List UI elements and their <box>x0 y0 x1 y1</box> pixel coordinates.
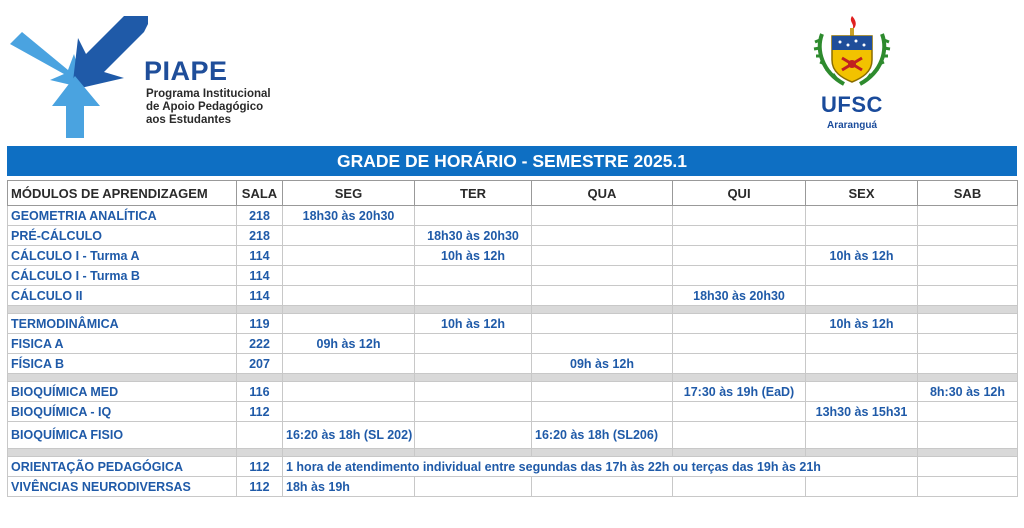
module-name: CÁLCULO I - Turma B <box>8 266 237 286</box>
slot-qui <box>673 334 806 354</box>
separator-cell <box>806 449 918 457</box>
slot-qui <box>673 246 806 266</box>
table-row <box>8 457 1018 477</box>
module-name: BIOQUÍMICA MED <box>8 382 237 402</box>
slot-ter <box>415 402 532 422</box>
slot-qui <box>673 314 806 334</box>
separator-cell <box>532 374 673 382</box>
slot-qui <box>673 422 806 449</box>
slot-sab <box>918 314 1018 334</box>
slot-sex <box>806 334 918 354</box>
col-header-qui: QUI <box>673 181 806 206</box>
room-number: 112 <box>237 402 283 422</box>
separator-cell <box>918 449 1018 457</box>
slot-seg <box>283 246 415 266</box>
module-name: FÍSICA B <box>8 354 237 374</box>
slot-qui <box>673 402 806 422</box>
module-name: VIVÊNCIAS NEURODIVERSAS <box>8 477 237 497</box>
slot-qua <box>532 314 673 334</box>
col-header-seg: SEG <box>283 181 415 206</box>
slot-sab <box>918 422 1018 449</box>
separator-cell <box>673 449 806 457</box>
slot-ter <box>415 286 532 306</box>
room-number: 207 <box>237 354 283 374</box>
table-row <box>8 246 1018 266</box>
slot-sab <box>918 226 1018 246</box>
slot-ter: 18h30 às 20h30 <box>415 226 532 246</box>
slot-ter <box>415 354 532 374</box>
slot-sex <box>806 477 918 497</box>
module-name: FISICA A <box>8 334 237 354</box>
separator-cell <box>283 374 415 382</box>
slot-seg <box>283 314 415 334</box>
room-number: 114 <box>237 246 283 266</box>
ufsc-logo <box>812 14 892 136</box>
separator-cell <box>237 306 283 314</box>
ufsc-name: UFSC <box>821 92 883 117</box>
separator-cell <box>806 306 918 314</box>
slot-qua <box>532 402 673 422</box>
room-number: 114 <box>237 286 283 306</box>
col-header-sex: SEX <box>806 181 918 206</box>
room-number: 112 <box>237 477 283 497</box>
separator-cell <box>918 306 1018 314</box>
col-header-ter: TER <box>415 181 532 206</box>
slot-qua <box>532 477 673 497</box>
col-header-qua: QUA <box>532 181 673 206</box>
slot-seg: 09h às 12h <box>283 334 415 354</box>
slot-qua <box>532 334 673 354</box>
slot-seg <box>283 382 415 402</box>
separator-cell <box>673 374 806 382</box>
schedule-table <box>7 180 1018 497</box>
slot-sab <box>918 206 1018 226</box>
separator-cell <box>532 449 673 457</box>
slot-ter <box>415 422 532 449</box>
piape-subtitle-line: de Apoio Pedagógico <box>146 101 264 113</box>
module-name: CÁLCULO I - Turma A <box>8 246 237 266</box>
piape-arrows-icon <box>8 14 148 140</box>
slot-sab <box>918 334 1018 354</box>
module-name: PRÉ-CÁLCULO <box>8 226 237 246</box>
table-row <box>8 206 1018 226</box>
header <box>0 0 1024 145</box>
slot-ter <box>415 382 532 402</box>
slot-qua <box>532 266 673 286</box>
separator-cell <box>237 449 283 457</box>
separator-cell <box>415 449 532 457</box>
slot-sab <box>918 457 1018 477</box>
slot-ter: 10h às 12h <box>415 246 532 266</box>
slot-ter <box>415 266 532 286</box>
slot-ter <box>415 206 532 226</box>
module-name: BIOQUÍMICA - IQ <box>8 402 237 422</box>
module-name: BIOQUÍMICA FISIO <box>8 422 237 449</box>
slot-sex <box>806 422 918 449</box>
slot-sab <box>918 354 1018 374</box>
col-header-sab: SAB <box>918 181 1018 206</box>
module-name: GEOMETRIA ANALÍTICA <box>8 206 237 226</box>
slot-qua <box>532 286 673 306</box>
separator-cell <box>8 449 237 457</box>
module-name: ORIENTAÇÃO PEDAGÓGICA <box>8 457 237 477</box>
table-row <box>8 286 1018 306</box>
slot-seg <box>283 402 415 422</box>
slot-sab <box>918 477 1018 497</box>
table-row <box>8 354 1018 374</box>
slot-qui <box>673 206 806 226</box>
ufsc-crest-icon <box>812 14 892 92</box>
slot-sex <box>806 286 918 306</box>
slot-ter: 10h às 12h <box>415 314 532 334</box>
separator-cell <box>918 374 1018 382</box>
slot-qua <box>532 382 673 402</box>
room-number: 119 <box>237 314 283 334</box>
page-title: GRADE DE HORÁRIO - SEMESTRE 2025.1 <box>7 146 1017 176</box>
slot-sex: 13h30 às 15h31 <box>806 402 918 422</box>
separator-cell <box>532 306 673 314</box>
header-row <box>8 181 1018 206</box>
room-number <box>237 422 283 449</box>
separator-cell <box>237 374 283 382</box>
piape-title: PIAPE <box>144 56 228 86</box>
slot-ter <box>415 477 532 497</box>
slot-sex <box>806 226 918 246</box>
slot-qua <box>532 226 673 246</box>
slot-qua: 16:20 às 18h (SL206) <box>532 422 673 449</box>
separator-cell <box>8 306 237 314</box>
table-row <box>8 402 1018 422</box>
slot-sex <box>806 266 918 286</box>
slot-seg: 16:20 às 18h (SL 202) <box>283 422 415 449</box>
separator-cell <box>673 306 806 314</box>
room-number: 112 <box>237 457 283 477</box>
slot-seg <box>283 286 415 306</box>
slot-sex: 10h às 12h <box>806 314 918 334</box>
slot-qua: 09h às 12h <box>532 354 673 374</box>
room-number: 114 <box>237 266 283 286</box>
room-number: 116 <box>237 382 283 402</box>
table-row <box>8 422 1018 449</box>
separator-cell <box>415 374 532 382</box>
col-header-sala: SALA <box>237 181 283 206</box>
slot-sex <box>806 382 918 402</box>
separator-row <box>8 449 1018 457</box>
piape-subtitle-line: Programa Institucional <box>146 88 271 100</box>
slot-sab: 8h:30 às 12h <box>918 382 1018 402</box>
table-row <box>8 266 1018 286</box>
room-number: 218 <box>237 226 283 246</box>
slot-qui <box>673 226 806 246</box>
slot-qui <box>673 477 806 497</box>
slot-sab <box>918 266 1018 286</box>
slot-sex <box>806 354 918 374</box>
separator-cell <box>8 374 237 382</box>
separator-cell <box>415 306 532 314</box>
separator-cell <box>806 374 918 382</box>
slot-seg: 18h às 19h <box>283 477 415 497</box>
separator-row <box>8 306 1018 314</box>
slot-qua <box>532 206 673 226</box>
module-name: CÁLCULO II <box>8 286 237 306</box>
col-header-modulos: MÓDULOS DE APRENDIZAGEM <box>8 181 237 206</box>
slot-seg <box>283 266 415 286</box>
slot-sab <box>918 246 1018 266</box>
slot-sex <box>806 206 918 226</box>
piape-logo <box>8 14 298 140</box>
room-number: 218 <box>237 206 283 226</box>
separator-row <box>8 374 1018 382</box>
piape-subtitle <box>146 88 271 127</box>
slot-qui: 18h30 às 20h30 <box>673 286 806 306</box>
slot-qui <box>673 354 806 374</box>
table-row <box>8 314 1018 334</box>
separator-cell <box>283 449 415 457</box>
table-row <box>8 382 1018 402</box>
separator-cell <box>283 306 415 314</box>
slot-seg <box>283 226 415 246</box>
slot-qua <box>532 246 673 266</box>
table-row <box>8 334 1018 354</box>
slot-seg: 18h30 às 20h30 <box>283 206 415 226</box>
piape-subtitle-line: aos Estudantes <box>146 114 231 126</box>
slot-qui <box>673 266 806 286</box>
module-name: TERMODINÂMICA <box>8 314 237 334</box>
slot-qui: 17:30 às 19h (EaD) <box>673 382 806 402</box>
slot-sab <box>918 286 1018 306</box>
slot-sab <box>918 402 1018 422</box>
table-row <box>8 477 1018 497</box>
table-row <box>8 226 1018 246</box>
orientation-note: 1 hora de atendimento individual entre segundas das 17h às 22h ou terças das 19h às 21h <box>283 457 918 477</box>
slot-sex: 10h às 12h <box>806 246 918 266</box>
room-number: 222 <box>237 334 283 354</box>
ufsc-campus: Araranguá <box>826 120 877 131</box>
slot-ter <box>415 334 532 354</box>
slot-seg <box>283 354 415 374</box>
